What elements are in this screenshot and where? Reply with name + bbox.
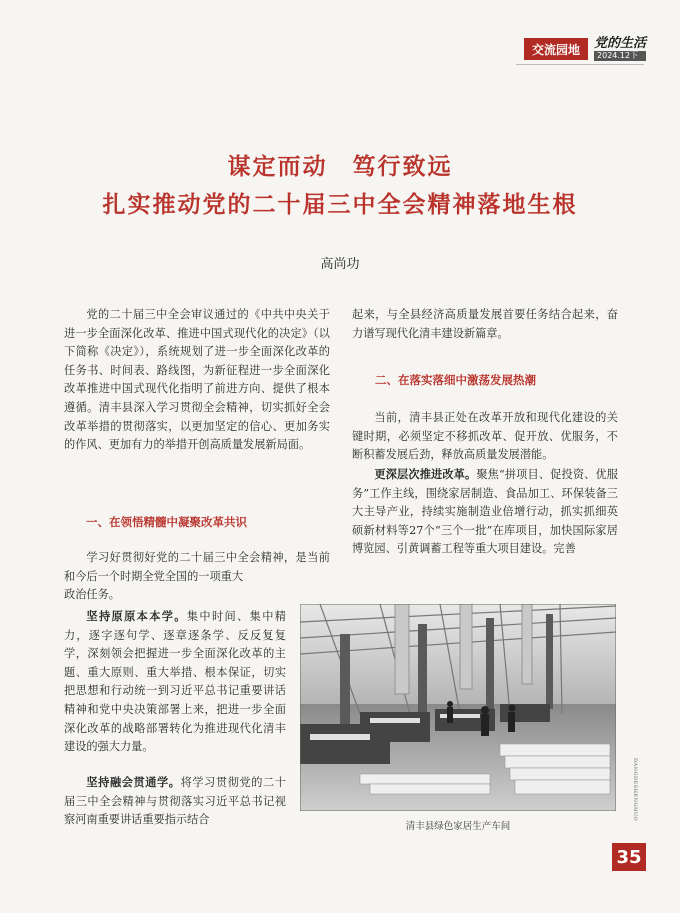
section-heading-2: 二、在落实落细中激荡发展热潮 <box>375 373 536 387</box>
left-paragraph-2b <box>64 586 292 605</box>
side-vertical-text: DANGDESHENGHUO <box>632 758 638 822</box>
magazine-masthead <box>594 38 646 60</box>
article-author: 高尚功 <box>320 257 360 272</box>
magazine-logo: 党的生活 <box>594 36 647 51</box>
paragraph-text: 将学习贯彻党的二十届三中全会精神与贯彻落实习近平总书记视察河南重要讲话重要指示结合 <box>64 776 286 827</box>
paragraph-text: 当前，清丰县正处在改革开放和现代化建设的关键时期，必须坚定不移抓改革、促开放、优服务，不断积蓄发展后劲，释放高质量发展潜能。 <box>352 411 618 462</box>
section-label: 交流园地 <box>524 38 588 60</box>
paragraph-lead: 坚持原原本本学。 <box>86 609 187 623</box>
paragraph-lead: 更深层次推进改革。 <box>374 467 477 481</box>
left-paragraph-2a <box>64 549 330 586</box>
right-paragraph-3 <box>352 465 618 559</box>
header-divider <box>516 64 644 65</box>
intro-text: 党的二十届三中全会审议通过的《中共中央关于进一步全面深化改革、推进中国式现代化的决定》（以下简称《决定》），系统规划了进一步全面深化改革的任务书、时间表、路线图，为新征程进一步全面深化改革推进中国式现代化指明了前进方向、提供了根本遵循。清丰县深入学习贯彻全会精神，切实抓好全会改革举措的贯彻落实，以更加坚定的信心、更加务实的作风、更加有力的举措开创高质量发展新局面。 <box>64 308 330 452</box>
left-intro-paragraph <box>64 306 330 455</box>
photo-caption: 清丰县绿色家居生产车间 <box>405 821 511 832</box>
left-paragraph-3 <box>64 607 286 757</box>
paragraph-lead: 坚持融会贯通学。 <box>86 775 181 789</box>
paragraph-text: 学习好贯彻好党的二十届三中全会精神，是当前和今后一个时期全党全国的一项重大 <box>64 551 330 583</box>
paragraph-text: 集中时间、集中精力，逐字逐句学、逐章逐条学、反反复复学，深刻领会把握进一步全面深化改革的主题、重大原则、重大举措、根本保证，切实把思想和行动统一到习近平总书记重要讲话精神和党中央决策部署上来，把进一步全面深化改革的战略部署转化为推进现代化清丰建设的强大力量。 <box>64 610 286 754</box>
page-number: 35 <box>612 843 646 871</box>
issue-badge: 2024.12下 <box>594 51 646 61</box>
factory-photo-illustration <box>300 604 616 811</box>
page-header <box>524 38 646 60</box>
section-heading-1: 一、在领悟精髓中凝聚改革共识 <box>86 515 247 529</box>
paragraph-text: 政治任务。 <box>64 588 120 601</box>
right-paragraph-1 <box>352 306 618 343</box>
right-paragraph-2 <box>352 409 618 465</box>
factory-workshop-photo <box>300 604 616 811</box>
article-title-line1: 谋定而动 笃行致远 <box>227 154 453 180</box>
paragraph-text: 聚焦“拼项目、促投资、优服务”工作主线，围绕家居制造、食品加工、环保装备三大主导产业，持续实施制造业倍增行动，抓实抓细英硕新材料等27个“三个一批”在库项目，加快国际家居博览园、引黄调蓄工程等重大项目建设。完善 <box>352 468 618 556</box>
left-paragraph-4 <box>64 773 286 830</box>
paragraph-text: 起来，与全县经济高质量发展首要任务结合起来，奋力谱写现代化清丰建设新篇章。 <box>352 308 618 340</box>
article-title-line2: 扎实推动党的二十届三中全会精神落地生根 <box>102 192 578 218</box>
